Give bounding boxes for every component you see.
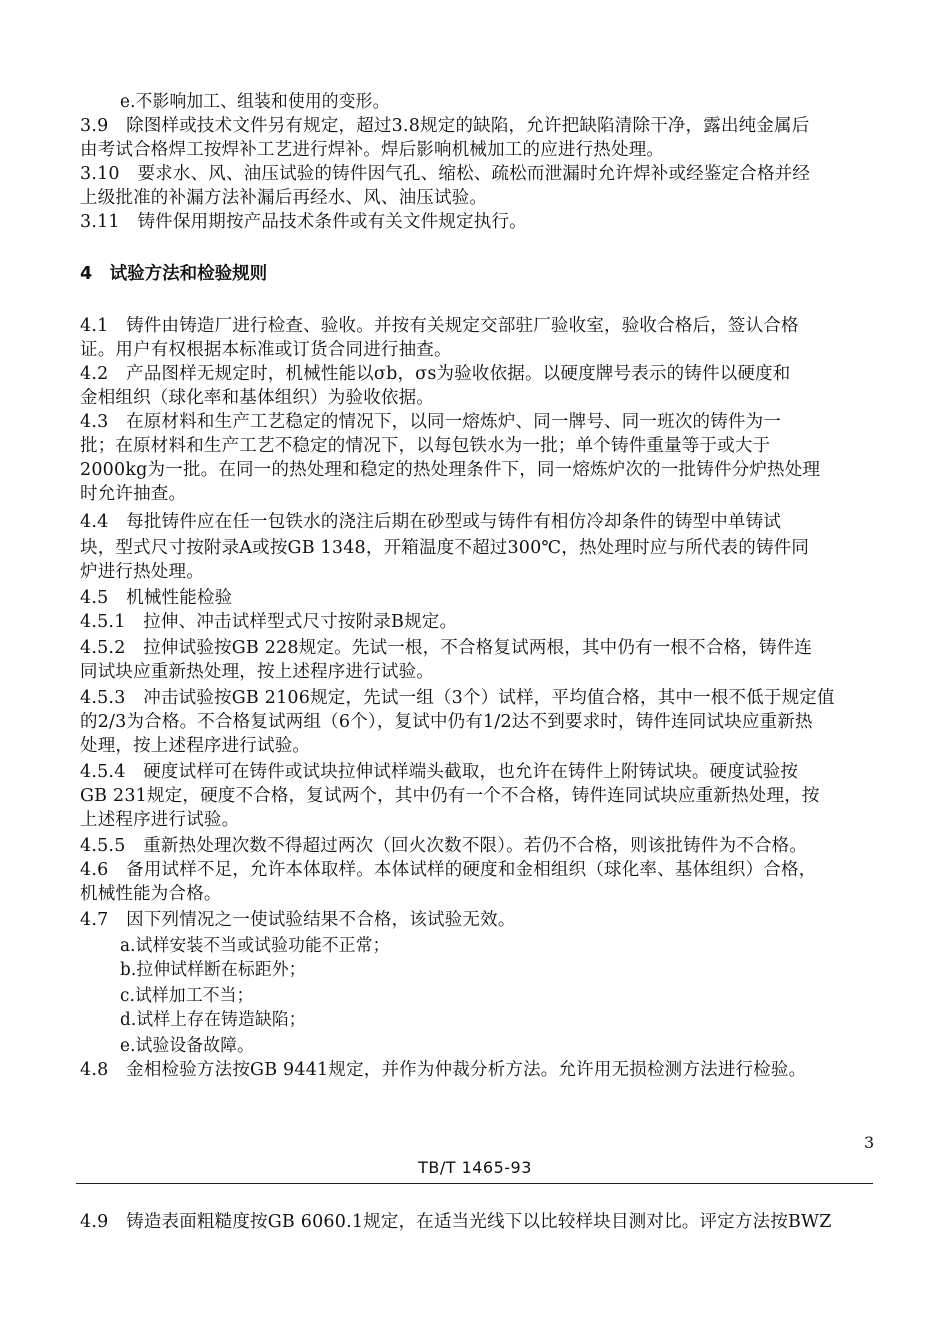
text-line: 块，型式尺寸按附录A或按GB 1348，开箱温度不超过300℃，热处理时应与所代表的铸件同 [80, 538, 810, 558]
text-line: 4.3 在原材料和生产工艺稳定的情况下，以同一熔炼炉、同一牌号、同一班次的铸件为一 [80, 412, 782, 432]
list-item: a.试样安装不当或试验功能不正常； [120, 936, 390, 956]
text-line: 处理，按上述程序进行试验。 [80, 736, 311, 756]
text-line: 时允许抽查。 [80, 484, 187, 504]
text-line: 4.5.4 硬度试样可在铸件或试块拉伸试样端头截取，也允许在铸件上附铸试块。硬度试验按 [80, 762, 799, 782]
text-line: 炉进行热处理。 [80, 562, 204, 582]
standard-code: TB/T 1465-93 [418, 1158, 532, 1177]
text-line: 3.9 除图样或技术文件另有规定，超过3.8规定的缺陷，允许把缺陷清除干净，露出纯金属后 [80, 116, 810, 136]
text-line: 上述程序进行试验。 [80, 810, 240, 830]
text-line: 4.5.2 拉伸试验按GB 228规定。先试一根，不合格复试两根，其中仍有一根不合格，铸件连 [80, 638, 813, 658]
text-line: 4.2 产品图样无规定时，机械性能以σb，σs为验收依据。以硬度牌号表示的铸件以硬度和 [80, 364, 791, 384]
text-line: 4.8 金相检验方法按GB 9441规定，并作为仲裁分析方法。允许用无损检测方法进行检验。 [80, 1060, 807, 1080]
page-number: 3 [864, 1133, 875, 1152]
list-item: c.试样加工不当； [120, 986, 254, 1006]
text-line: 批；在原材料和生产工艺不稳定的情况下，以每包铁水为一批；单个铸件重量等于或大于 [80, 436, 771, 456]
text-line: 3.11 铸件保用期按产品技术条件或有关文件规定执行。 [80, 212, 527, 232]
text-line: 上级批准的补漏方法补漏后再经水、风、油压试验。 [80, 188, 488, 208]
text-line: 4.7 因下列情况之一使试验结果不合格，该试验无效。 [80, 910, 516, 930]
text-line: 4.4 每批铸件应在任一包铁水的浇注后期在砂型或与铸件有相仿冷却条件的铸型中单铸试 [80, 512, 782, 532]
text-line: 同试块应重新热处理，按上述程序进行试验。 [80, 662, 434, 682]
text-line: 金相组织（球化率和基体组织）为验收依据。 [80, 388, 434, 408]
list-item: d.试样上存在铸造缺陷； [120, 1010, 306, 1030]
list-item: b.拉伸试样断在标距外； [120, 960, 306, 980]
text-line: 3.10 要求水、风、油压试验的铸件因气孔、缩松、疏松而泄漏时允许焊补或经鉴定合格并经 [80, 164, 811, 184]
section-heading: 4 试验方法和检验规则 [80, 264, 268, 284]
next-page-text-line: 4.9 铸造表面粗糙度按GB 6060.1规定，在适当光线下以比较样块目测对比。评定方法按BWZ [80, 1212, 832, 1232]
list-item: e.试验设备故障。 [120, 1036, 255, 1056]
text-line: 2000kg为一批。在同一的热处理和稳定的热处理条件下，同一熔炼炉次的一批铸件分炉热处理 [80, 460, 821, 480]
text-line: 4.5 机械性能检验 [80, 588, 233, 608]
text-line: GB 231规定，硬度不合格，复试两个，其中仍有一个不合格，铸件连同试块应重新热处理，按 [80, 786, 820, 806]
text-line: 机械性能为合格。 [80, 884, 222, 904]
text-line: 的2/3为合格。不合格复试两组（6个），复试中仍有1/2达不到要求时，铸件连同试块应重新热 [80, 712, 813, 732]
text-line: 4.6 备用试样不足，允许本体取样。本体试样的硬度和金相组织（球化率、基体组织）合格， [80, 860, 817, 880]
text-line: 由考试合格焊工按焊补工艺进行焊补。焊后影响机械加工的应进行热处理。 [80, 140, 665, 160]
text-line: 证。用户有权根据本标准或订货合同进行抽查。 [80, 340, 452, 360]
text-line: 4.5.5 重新热处理次数不得超过两次（回火次数不限）。若仍不合格，则该批铸件为不合格。 [80, 836, 808, 856]
text-line: 4.5.1 拉伸、冲击试样型式尺寸按附录B规定。 [80, 612, 458, 632]
text-line: 4.1 铸件由铸造厂进行检查、验收。并按有关规定交部驻厂验收室，验收合格后，签认合格 [80, 316, 799, 336]
text-line: e.不影响加工、组装和使用的变形。 [120, 92, 390, 112]
page-divider [76, 1183, 873, 1184]
text-line: 4.5.3 冲击试验按GB 2106规定，先试一组（3个）试样，平均值合格，其中一根不低于规定值 [80, 688, 835, 708]
